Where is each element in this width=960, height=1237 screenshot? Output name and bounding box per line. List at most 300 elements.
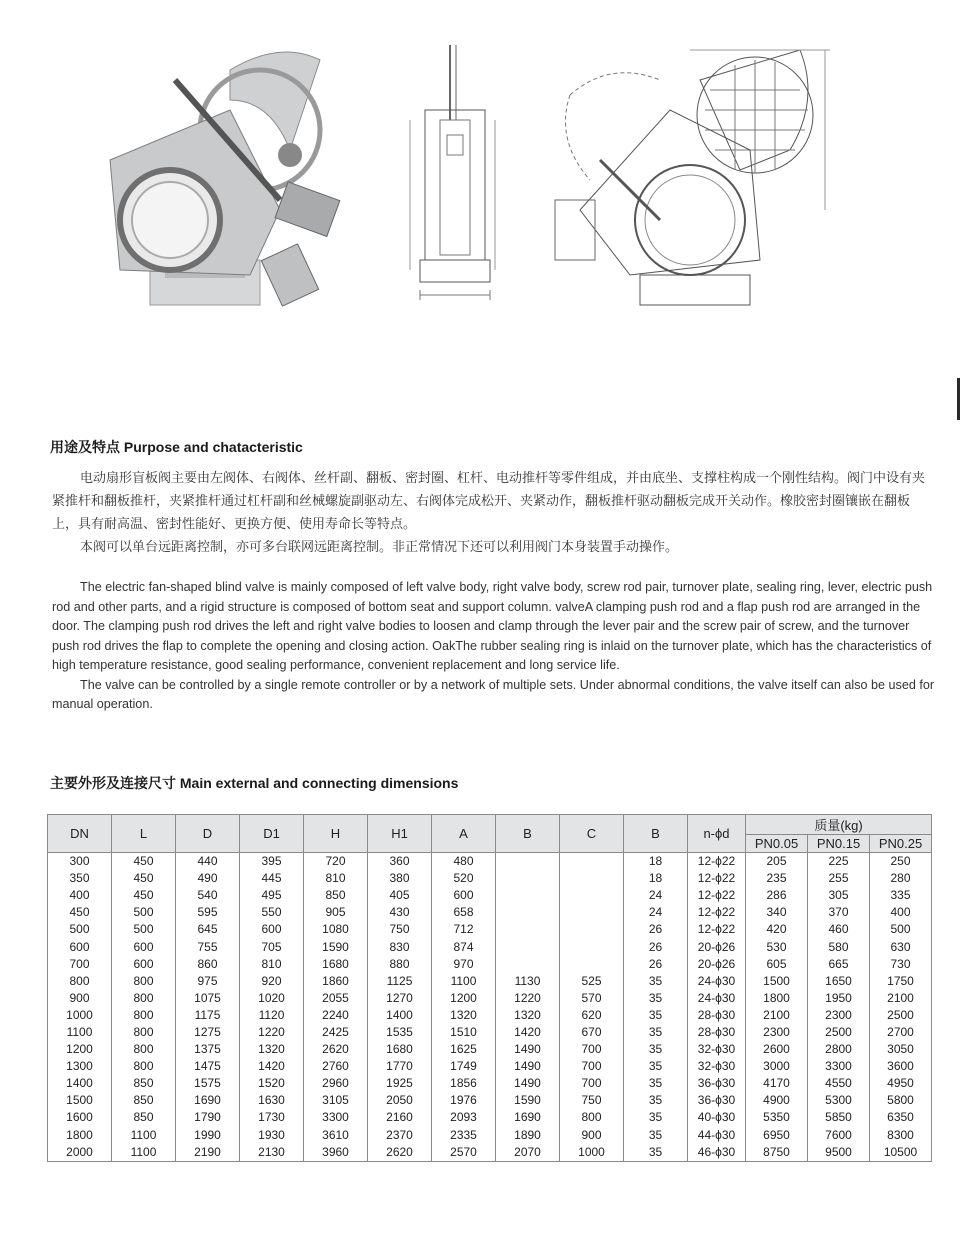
- weight-subheader: PN0.25: [870, 835, 932, 853]
- table-cell: 800: [112, 1007, 176, 1024]
- table-cell: 1500: [48, 1092, 112, 1109]
- table-cell: 18: [624, 853, 688, 871]
- table-cell: 1690: [496, 1109, 560, 1126]
- table-cell: 2335: [432, 1127, 496, 1144]
- table-cell: 1590: [304, 938, 368, 955]
- table-cell: 2620: [304, 1041, 368, 1058]
- table-cell: 10500: [870, 1144, 932, 1162]
- table-cell: 1575: [176, 1075, 240, 1092]
- table-cell: 24: [624, 887, 688, 904]
- table-cell: 440: [176, 853, 240, 871]
- purpose-title: 用途及特点 Purpose and chatacteristic: [50, 439, 303, 455]
- table-cell: 395: [240, 853, 304, 871]
- table-cell: 460: [808, 921, 870, 938]
- table-cell: 495: [240, 887, 304, 904]
- table-cell: 1800: [746, 990, 808, 1007]
- table-row: [48, 990, 932, 1007]
- table-cell: 645: [176, 921, 240, 938]
- dimensions-title: 主要外形及连接尺寸 Main external and connecting dimensions: [50, 775, 459, 791]
- table-cell: 255: [808, 870, 870, 887]
- table-cell: 1300: [48, 1058, 112, 1075]
- table-cell: 850: [112, 1109, 176, 1126]
- table-cell: 450: [112, 870, 176, 887]
- table-cell: 1925: [368, 1075, 432, 1092]
- table-cell: 700: [560, 1075, 624, 1092]
- table-cell: 4550: [808, 1075, 870, 1092]
- table-cell: 205: [746, 853, 808, 871]
- table-cell: 5350: [746, 1109, 808, 1126]
- table-cell: 1510: [432, 1024, 496, 1041]
- table-cell: 450: [112, 887, 176, 904]
- table-cell: 1490: [496, 1058, 560, 1075]
- table-cell: 1490: [496, 1041, 560, 1058]
- table-row: [48, 1092, 932, 1109]
- table-cell: 905: [304, 904, 368, 921]
- table-cell: 500: [870, 921, 932, 938]
- table-cell: 800: [112, 990, 176, 1007]
- column-header: B: [496, 815, 560, 853]
- table-cell: 1600: [48, 1109, 112, 1126]
- table-cell: 1320: [432, 1007, 496, 1024]
- table-cell: 1535: [368, 1024, 432, 1041]
- table-cell: 1475: [176, 1058, 240, 1075]
- table-cell: 2300: [746, 1024, 808, 1041]
- table-cell: 1420: [240, 1058, 304, 1075]
- table-cell: 6950: [746, 1127, 808, 1144]
- table-cell: 250: [870, 853, 932, 871]
- table-cell: 700: [560, 1058, 624, 1075]
- table-cell: 26: [624, 956, 688, 973]
- table-cell: 3105: [304, 1092, 368, 1109]
- table-cell: 1200: [432, 990, 496, 1007]
- table-cell: 500: [112, 904, 176, 921]
- table-cell: 24-ϕ30: [688, 990, 746, 1007]
- table-cell: 305: [808, 887, 870, 904]
- table-cell: 2050: [368, 1092, 432, 1109]
- table-cell: 4900: [746, 1092, 808, 1109]
- table-cell: 1800: [48, 1127, 112, 1144]
- front-view-drawing: [540, 40, 840, 310]
- table-cell: 830: [368, 938, 432, 955]
- table-cell: 3300: [808, 1058, 870, 1075]
- table-cell: 1730: [240, 1109, 304, 1126]
- table-cell: 35: [624, 1041, 688, 1058]
- table-cell: 700: [48, 956, 112, 973]
- table-row: [48, 1144, 932, 1162]
- table-cell: 445: [240, 870, 304, 887]
- table-cell: 600: [112, 938, 176, 955]
- english-paragraph-2: The valve can be controlled by a single remote controller or by a network of multiple sets. Under abnormal conditions, the valve itself can also be used for manual operation.: [52, 677, 935, 711]
- table-cell: 2100: [870, 990, 932, 1007]
- table-cell: 800: [48, 973, 112, 990]
- table-cell: 580: [808, 938, 870, 955]
- table-cell: [560, 956, 624, 973]
- table-cell: 810: [240, 956, 304, 973]
- table-cell: 35: [624, 990, 688, 1007]
- table-cell: 1400: [48, 1075, 112, 1092]
- table-cell: 700: [560, 1041, 624, 1058]
- table-cell: 1930: [240, 1127, 304, 1144]
- table-cell: 850: [112, 1092, 176, 1109]
- table-cell: 595: [176, 904, 240, 921]
- table-cell: 32-ϕ30: [688, 1041, 746, 1058]
- table-cell: 2370: [368, 1127, 432, 1144]
- valve-photo: [80, 40, 370, 320]
- table-cell: 2800: [808, 1041, 870, 1058]
- table-cell: 2240: [304, 1007, 368, 1024]
- table-cell: 1000: [48, 1007, 112, 1024]
- table-cell: 720: [304, 853, 368, 871]
- table-cell: 1320: [496, 1007, 560, 1024]
- table-cell: 225: [808, 853, 870, 871]
- table-cell: [496, 921, 560, 938]
- table-cell: 800: [112, 1024, 176, 1041]
- table-cell: 850: [304, 887, 368, 904]
- table-cell: 1630: [240, 1092, 304, 1109]
- table-row: [48, 1007, 932, 1024]
- table-cell: 480: [432, 853, 496, 871]
- table-cell: 2100: [746, 1007, 808, 1024]
- table-header-row: [48, 815, 932, 835]
- table-cell: 1790: [176, 1109, 240, 1126]
- table-cell: 600: [432, 887, 496, 904]
- table-cell: 1770: [368, 1058, 432, 1075]
- table-row: [48, 904, 932, 921]
- table-cell: 570: [560, 990, 624, 1007]
- column-header: L: [112, 815, 176, 853]
- table-cell: 874: [432, 938, 496, 955]
- table-cell: 3050: [870, 1041, 932, 1058]
- table-cell: 500: [48, 921, 112, 938]
- table-cell: 1990: [176, 1127, 240, 1144]
- table-cell: [496, 887, 560, 904]
- table-cell: 24: [624, 904, 688, 921]
- table-cell: 880: [368, 956, 432, 973]
- table-cell: 530: [746, 938, 808, 955]
- table-cell: 1120: [240, 1007, 304, 1024]
- table-cell: 2760: [304, 1058, 368, 1075]
- table-cell: 405: [368, 887, 432, 904]
- table-cell: 7600: [808, 1127, 870, 1144]
- table-row: [48, 870, 932, 887]
- table-cell: 1860: [304, 973, 368, 990]
- table-cell: [496, 956, 560, 973]
- table-cell: 335: [870, 887, 932, 904]
- table-cell: 2700: [870, 1024, 932, 1041]
- table-cell: 860: [176, 956, 240, 973]
- table-cell: 400: [870, 904, 932, 921]
- column-header: H: [304, 815, 368, 853]
- table-cell: 370: [808, 904, 870, 921]
- table-cell: 2620: [368, 1144, 432, 1162]
- table-cell: 1220: [240, 1024, 304, 1041]
- table-cell: 520: [432, 870, 496, 887]
- table-cell: 5850: [808, 1109, 870, 1126]
- table-cell: 920: [240, 973, 304, 990]
- column-header: B: [624, 815, 688, 853]
- table-row: [48, 1109, 932, 1126]
- table-cell: 35: [624, 1075, 688, 1092]
- table-cell: 12-ϕ22: [688, 853, 746, 871]
- table-cell: 2600: [746, 1041, 808, 1058]
- table-cell: 1100: [112, 1144, 176, 1162]
- table-cell: 3000: [746, 1058, 808, 1075]
- table-cell: 24-ϕ30: [688, 973, 746, 990]
- weight-header: 质量(kg): [746, 815, 932, 835]
- table-cell: 1020: [240, 990, 304, 1007]
- weight-subheader: PN0.05: [746, 835, 808, 853]
- table-cell: [496, 853, 560, 871]
- table-cell: [496, 938, 560, 955]
- table-cell: 1690: [176, 1092, 240, 1109]
- table-cell: 36-ϕ30: [688, 1092, 746, 1109]
- table-cell: 6350: [870, 1109, 932, 1126]
- table-cell: 1220: [496, 990, 560, 1007]
- table-cell: 1420: [496, 1024, 560, 1041]
- table-cell: [560, 887, 624, 904]
- chinese-paragraph-2: 本阀可以单台远距离控制，亦可多台联网远距离控制。非正常情况下还可以利用阀门本身装置手动操作。: [80, 539, 679, 554]
- table-cell: 750: [560, 1092, 624, 1109]
- column-header: n-ϕd: [688, 815, 746, 853]
- table-cell: 20-ϕ26: [688, 956, 746, 973]
- table-cell: 970: [432, 956, 496, 973]
- table-cell: 5800: [870, 1092, 932, 1109]
- table-cell: 5300: [808, 1092, 870, 1109]
- table-cell: 450: [48, 904, 112, 921]
- table-cell: [560, 853, 624, 871]
- table-cell: 12-ϕ22: [688, 921, 746, 938]
- table-cell: 35: [624, 1007, 688, 1024]
- table-cell: 490: [176, 870, 240, 887]
- table-cell: 8750: [746, 1144, 808, 1162]
- table-cell: 3610: [304, 1127, 368, 1144]
- table-cell: 44-ϕ30: [688, 1127, 746, 1144]
- table-cell: 350: [48, 870, 112, 887]
- table-cell: 1680: [368, 1041, 432, 1058]
- table-cell: 658: [432, 904, 496, 921]
- table-cell: 810: [304, 870, 368, 887]
- table-cell: 28-ϕ30: [688, 1024, 746, 1041]
- table-cell: 12-ϕ22: [688, 904, 746, 921]
- table-cell: 1625: [432, 1041, 496, 1058]
- table-cell: 35: [624, 1127, 688, 1144]
- table-row: [48, 921, 932, 938]
- table-cell: 2500: [808, 1024, 870, 1041]
- column-header: C: [560, 815, 624, 853]
- table-cell: 1375: [176, 1041, 240, 1058]
- table-cell: 46-ϕ30: [688, 1144, 746, 1162]
- table-cell: 3300: [304, 1109, 368, 1126]
- dimensions-table: [47, 814, 932, 1162]
- table-cell: 600: [48, 938, 112, 955]
- table-cell: 755: [176, 938, 240, 955]
- table-cell: 1200: [48, 1041, 112, 1058]
- table-cell: 1749: [432, 1058, 496, 1075]
- table-cell: 360: [368, 853, 432, 871]
- table-row: [48, 1058, 932, 1075]
- table-cell: 2190: [176, 1144, 240, 1162]
- table-cell: 850: [112, 1075, 176, 1092]
- table-cell: 750: [368, 921, 432, 938]
- table-cell: 1100: [48, 1024, 112, 1041]
- table-cell: 2130: [240, 1144, 304, 1162]
- column-header: D: [176, 815, 240, 853]
- table-cell: 286: [746, 887, 808, 904]
- table-cell: 600: [112, 956, 176, 973]
- table-cell: 12-ϕ22: [688, 887, 746, 904]
- table-cell: 1976: [432, 1092, 496, 1109]
- table-cell: 1650: [808, 973, 870, 990]
- table-cell: [496, 904, 560, 921]
- chinese-paragraph-1: 电动扇形盲板阀主要由左阀体、右阀体、丝杆副、翻板、密封圈、杠杆、电动推杆等零件组成，并由底坐、支撑柱构成一个刚性结构。阀门中设有夹紧推杆和翻板推杆，夹紧推杆通过杠杆副和丝械螺旋副驱动左、右阀体完成松开、夹紧动作，翻板推杆驱动翻板完成开关动作。橡胶密封圈镶嵌在翻板上，具有耐高温、密封性能好、更换方便、使用寿命长等特点。: [52, 470, 926, 531]
- column-header: H1: [368, 815, 432, 853]
- table-body: [48, 853, 932, 1162]
- table-cell: 975: [176, 973, 240, 990]
- table-cell: 620: [560, 1007, 624, 1024]
- table-cell: 1125: [368, 973, 432, 990]
- table-cell: 2960: [304, 1075, 368, 1092]
- column-header: DN: [48, 815, 112, 853]
- table-cell: 1080: [304, 921, 368, 938]
- table-cell: 35: [624, 1109, 688, 1126]
- table-cell: 12-ϕ22: [688, 870, 746, 887]
- product-figures: [60, 40, 930, 330]
- table-cell: 600: [240, 921, 304, 938]
- table-cell: 26: [624, 921, 688, 938]
- table-cell: [560, 938, 624, 955]
- table-row: [48, 956, 932, 973]
- table-cell: 1270: [368, 990, 432, 1007]
- table-cell: 2425: [304, 1024, 368, 1041]
- table-cell: 18: [624, 870, 688, 887]
- table-cell: 1490: [496, 1075, 560, 1092]
- english-paragraph-1: The electric fan-shaped blind valve is mainly composed of left valve body, right valve body, screw rod pair, turnover plate, sealing ring, lever, electric push rod and other parts, and a rigid structure is composed of bottom seat and support column. valveA clamping push rod and a flap push rod are arranged in the door. The clamping push rod drives the left and right valve bodies to loosen and clamp through the lever pair and the screw pair of screw, and the turnover push rod drives the flap to complete the opening and closing action. OakThe rubber sealing ring is inlaid on the turnover plate, which has the characteristics of high temperature resistance, good sealing performance, convenient replacement and long service life.: [52, 580, 933, 672]
- table-cell: 1500: [746, 973, 808, 990]
- table-cell: 665: [808, 956, 870, 973]
- table-cell: 1520: [240, 1075, 304, 1092]
- table-cell: 20-ϕ26: [688, 938, 746, 955]
- table-cell: 1890: [496, 1127, 560, 1144]
- table-cell: 430: [368, 904, 432, 921]
- table-cell: [560, 921, 624, 938]
- table-cell: 800: [112, 973, 176, 990]
- table-cell: 420: [746, 921, 808, 938]
- column-header: A: [432, 815, 496, 853]
- table-row: [48, 887, 932, 904]
- table-cell: 26: [624, 938, 688, 955]
- weight-subheader: PN0.15: [808, 835, 870, 853]
- table-cell: [560, 904, 624, 921]
- table-cell: 1680: [304, 956, 368, 973]
- table-cell: 2055: [304, 990, 368, 1007]
- table-cell: 2000: [48, 1144, 112, 1162]
- table-cell: 1075: [176, 990, 240, 1007]
- table-cell: 1590: [496, 1092, 560, 1109]
- table-cell: 670: [560, 1024, 624, 1041]
- table-cell: 280: [870, 870, 932, 887]
- table-cell: 380: [368, 870, 432, 887]
- table-row: [48, 1024, 932, 1041]
- table-cell: 36-ϕ30: [688, 1075, 746, 1092]
- table-cell: 500: [112, 921, 176, 938]
- table-cell: 35: [624, 973, 688, 990]
- table-cell: 9500: [808, 1144, 870, 1162]
- table-cell: 2093: [432, 1109, 496, 1126]
- table-cell: 235: [746, 870, 808, 887]
- table-cell: [560, 870, 624, 887]
- table-cell: 2070: [496, 1144, 560, 1162]
- table-cell: 40-ϕ30: [688, 1109, 746, 1126]
- table-cell: [496, 870, 560, 887]
- table-cell: 450: [112, 853, 176, 871]
- table-cell: 550: [240, 904, 304, 921]
- column-header: D1: [240, 815, 304, 853]
- table-cell: 4950: [870, 1075, 932, 1092]
- table-row: [48, 853, 932, 871]
- table-cell: 800: [560, 1109, 624, 1126]
- table-cell: 800: [112, 1058, 176, 1075]
- table-cell: 35: [624, 1092, 688, 1109]
- table-cell: 35: [624, 1024, 688, 1041]
- table-cell: 525: [560, 973, 624, 990]
- table-cell: 2500: [870, 1007, 932, 1024]
- table-cell: 1100: [112, 1127, 176, 1144]
- table-cell: 1400: [368, 1007, 432, 1024]
- table-cell: 1856: [432, 1075, 496, 1092]
- table-row: [48, 938, 932, 955]
- english-description: [52, 578, 937, 715]
- table-cell: 900: [560, 1127, 624, 1144]
- chinese-description: [52, 466, 932, 558]
- table-cell: 730: [870, 956, 932, 973]
- table-cell: 28-ϕ30: [688, 1007, 746, 1024]
- table-cell: 705: [240, 938, 304, 955]
- table-cell: 2300: [808, 1007, 870, 1024]
- table-cell: 1100: [432, 973, 496, 990]
- table-row: [48, 1127, 932, 1144]
- table-cell: 35: [624, 1144, 688, 1162]
- table-cell: 1275: [176, 1024, 240, 1041]
- table-cell: 800: [112, 1041, 176, 1058]
- table-cell: 605: [746, 956, 808, 973]
- table-cell: 400: [48, 887, 112, 904]
- table-cell: 1000: [560, 1144, 624, 1162]
- table-cell: 2570: [432, 1144, 496, 1162]
- table-cell: 1950: [808, 990, 870, 1007]
- table-cell: 1750: [870, 973, 932, 990]
- table-cell: 900: [48, 990, 112, 1007]
- table-row: [48, 973, 932, 990]
- side-view-drawing: [400, 40, 510, 310]
- table-cell: 1175: [176, 1007, 240, 1024]
- table-cell: 712: [432, 921, 496, 938]
- table-cell: 8300: [870, 1127, 932, 1144]
- table-cell: 300: [48, 853, 112, 871]
- table-cell: 340: [746, 904, 808, 921]
- table-cell: 3600: [870, 1058, 932, 1075]
- table-row: [48, 1075, 932, 1092]
- table-cell: 3960: [304, 1144, 368, 1162]
- table-cell: 1130: [496, 973, 560, 990]
- table-cell: 35: [624, 1058, 688, 1075]
- table-cell: 4170: [746, 1075, 808, 1092]
- table-cell: 540: [176, 887, 240, 904]
- table-row: [48, 1041, 932, 1058]
- table-cell: 2160: [368, 1109, 432, 1126]
- table-cell: 630: [870, 938, 932, 955]
- table-cell: 1320: [240, 1041, 304, 1058]
- table-cell: 32-ϕ30: [688, 1058, 746, 1075]
